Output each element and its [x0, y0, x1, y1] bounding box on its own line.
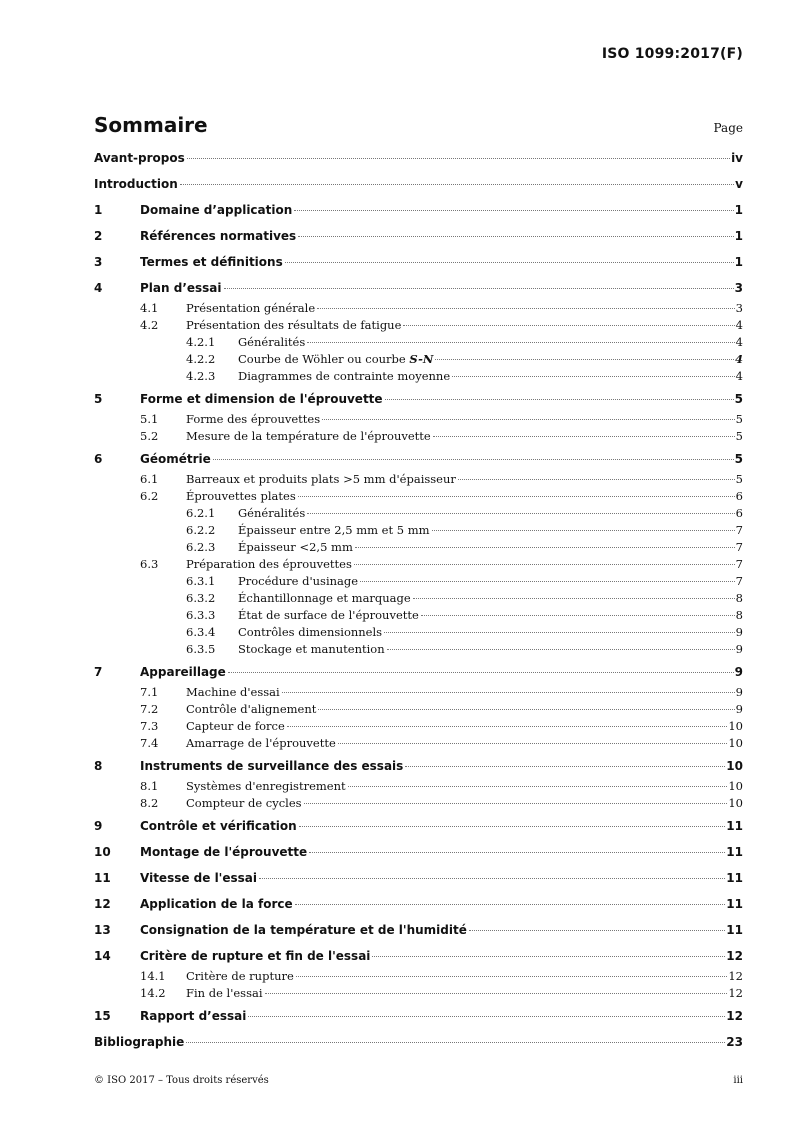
toc-entry[interactable]: [94, 871, 743, 891]
toc-entry[interactable]: [94, 759, 743, 779]
toc-entry[interactable]: [94, 608, 743, 625]
toc-entry-page: 12: [728, 969, 743, 983]
toc-entry-number: 4.2.2: [186, 352, 216, 366]
toc-entry-label: État de surface de l'éprouvette: [238, 608, 419, 622]
toc-entry[interactable]: [94, 685, 743, 702]
toc-entry-label: Appareillage: [140, 665, 226, 679]
toc-dot-leader: [298, 236, 733, 237]
toc-entry-page: 11: [726, 923, 743, 937]
toc-entry-page: 7: [735, 540, 743, 554]
table-of-contents: [94, 151, 743, 1055]
toc-entry[interactable]: [94, 625, 743, 642]
toc-entry-label: Critère de rupture et fin de l'essai: [140, 949, 371, 963]
toc-entry[interactable]: [94, 796, 743, 813]
toc-dot-leader: [384, 632, 735, 633]
toc-entry-page: 4: [735, 318, 743, 332]
toc-entry-number: 6.2: [140, 489, 159, 503]
toc-entry-page: 9: [735, 642, 743, 656]
toc-dot-leader: [452, 376, 735, 377]
toc-dot-leader: [299, 826, 726, 827]
toc-entry-number: 2: [94, 229, 103, 243]
toc-dot-leader: [294, 210, 733, 211]
toc-entry-page: 11: [726, 897, 743, 911]
toc-entry-number: 7: [94, 665, 103, 679]
toc-entry[interactable]: [94, 591, 743, 608]
toc-entry-page: 9: [735, 625, 743, 639]
toc-entry-page: 10: [728, 779, 743, 793]
toc-entry-label: Géométrie: [140, 452, 211, 466]
toc-entry-page: 11: [726, 845, 743, 859]
toc-entry[interactable]: [94, 151, 743, 171]
toc-entry-label: Mesure de la température de l'éprouvette: [186, 429, 431, 443]
toc-entry-number: 8: [94, 759, 103, 773]
toc-dot-leader: [213, 459, 734, 460]
toc-entry-label: Généralités: [238, 506, 306, 520]
toc-dot-leader: [317, 308, 735, 309]
toc-dot-leader: [355, 547, 735, 548]
toc-entry-label: Forme des éprouvettes: [186, 412, 321, 426]
toc-entry-label: Forme et dimension de l'éprouvette: [140, 392, 383, 406]
toc-entry-number: 3: [94, 255, 103, 269]
toc-entry-number: 8.2: [140, 796, 159, 810]
toc-entry[interactable]: [94, 897, 743, 917]
toc-dot-leader: [403, 325, 734, 326]
toc-entry-number: 6.3.5: [186, 642, 216, 656]
toc-dot-leader: [387, 649, 735, 650]
footer-copyright: © ISO 2017 – Tous droits réservés: [94, 1075, 269, 1086]
toc-entry-number: 7.3: [140, 719, 159, 733]
toc-dot-leader: [307, 513, 734, 514]
toc-entry[interactable]: [94, 665, 743, 685]
toc-dot-leader: [307, 342, 734, 343]
document-id: ISO 1099:2017(F): [601, 46, 743, 62]
toc-entry-number: 6.1: [140, 472, 159, 486]
toc-entry-page: 3: [735, 301, 743, 315]
toc-dot-leader: [372, 956, 725, 957]
toc-dot-leader: [285, 262, 734, 263]
toc-entry-number: 5.2: [140, 429, 159, 443]
toc-entry-label: Plan d’essai: [140, 281, 222, 295]
toc-entry-label: Critère de rupture: [186, 969, 294, 983]
toc-entry-number: 6.2.1: [186, 506, 216, 520]
toc-entry-page: iv: [731, 151, 743, 165]
toc-entry-label: Systèmes d'enregistrement: [186, 779, 346, 793]
toc-entry-page: 8: [735, 608, 743, 622]
toc-entry-label: Généralités: [238, 335, 306, 349]
toc-entry-label: Épaisseur <2,5 mm: [238, 540, 353, 554]
toc-dot-leader: [458, 479, 735, 480]
toc-entry-page: 8: [735, 591, 743, 605]
toc-entry-page: v: [735, 177, 743, 191]
toc-entry-number: 14: [94, 949, 111, 963]
toc-entry-number: 11: [94, 871, 111, 885]
toc-entry-label: Courbe de Wöhler ou courbe S-N: [238, 352, 434, 366]
toc-entry-page: 9: [734, 665, 743, 679]
toc-entry-number: 6.3.3: [186, 608, 216, 622]
toc-entry[interactable]: [94, 392, 743, 412]
toc-entry[interactable]: [94, 301, 743, 318]
toc-entry[interactable]: [94, 557, 743, 574]
toc-entry-page: 9: [735, 702, 743, 716]
toc-entry[interactable]: [94, 318, 743, 335]
toc-dot-leader: [432, 530, 735, 531]
toc-dot-leader: [469, 930, 725, 931]
toc-entry-number: 12: [94, 897, 111, 911]
toc-entry[interactable]: [94, 472, 743, 489]
toc-entry-number: 7.2: [140, 702, 159, 716]
toc-entry-number: 7.4: [140, 736, 159, 750]
toc-dot-leader: [228, 672, 734, 673]
toc-entry[interactable]: [94, 574, 743, 591]
toc-entry-number: 6.2.3: [186, 540, 216, 554]
toc-entry[interactable]: [94, 506, 743, 523]
toc-entry-number: 13: [94, 923, 111, 937]
toc-entry-number: 14.2: [140, 986, 166, 1000]
toc-entry-label: Consignation de la température et de l'humidité: [140, 923, 467, 937]
toc-entry[interactable]: [94, 540, 743, 557]
toc-entry[interactable]: [94, 255, 743, 275]
toc-entry-number: 6.3.4: [186, 625, 216, 639]
toc-entry-label: Capteur de force: [186, 719, 285, 733]
toc-entry-page: 12: [726, 1009, 743, 1023]
toc-entry-page: 4: [735, 335, 743, 349]
toc-entry-number: 6.2.2: [186, 523, 216, 537]
toc-entry[interactable]: [94, 523, 743, 540]
toc-entry-label: Rapport d’essai: [140, 1009, 247, 1023]
toc-dot-leader: [421, 615, 735, 616]
footer-page-number: iii: [733, 1075, 743, 1086]
toc-entry[interactable]: [94, 923, 743, 943]
toc-entry-number: 10: [94, 845, 111, 859]
toc-entry-label: Bibliographie: [94, 1035, 185, 1049]
toc-entry[interactable]: [94, 969, 743, 986]
toc-entry-number: 5.1: [140, 412, 159, 426]
toc-entry-number: 1: [94, 203, 103, 217]
toc-entry-number: 6.3: [140, 557, 159, 571]
toc-entry-label: Présentation des résultats de fatigue: [186, 318, 402, 332]
toc-dot-leader: [433, 436, 735, 437]
toc-entry-label: Termes et définitions: [140, 255, 283, 269]
toc-entry-page: 5: [734, 392, 743, 406]
toc-entry[interactable]: [94, 1009, 743, 1029]
toc-entry-number: 4: [94, 281, 103, 295]
toc-dot-leader: [360, 581, 735, 582]
toc-entry[interactable]: [94, 845, 743, 865]
toc-entry-label: Avant-propos: [94, 151, 185, 165]
toc-entry-number: 4.2.3: [186, 369, 216, 383]
toc-entry[interactable]: [94, 281, 743, 301]
toc-entry-label: Échantillonnage et marquage: [238, 591, 411, 605]
toc-entry-label: Instruments de surveillance des essais: [140, 759, 404, 773]
toc-entry-label: Contrôle d'alignement: [186, 702, 317, 716]
toc-entry-page: 12: [726, 949, 743, 963]
toc-dot-leader: [322, 419, 735, 420]
toc-entry-label: Épaisseur entre 2,5 mm et 5 mm: [238, 523, 430, 537]
toc-entry-page: 10: [726, 759, 743, 773]
toc-dot-leader: [180, 184, 734, 185]
toc-entry-page: 1: [734, 229, 743, 243]
toc-entry-page: 7: [735, 557, 743, 571]
toc-entry-number: 4.2: [140, 318, 159, 332]
toc-entry-number: 9: [94, 819, 103, 833]
toc-entry[interactable]: [94, 335, 743, 352]
toc-entry-number: 15: [94, 1009, 111, 1023]
toc-entry[interactable]: [94, 1035, 743, 1055]
toc-title: Sommaire: [94, 113, 208, 137]
toc-entry-label: Amarrage de l'éprouvette: [186, 736, 336, 750]
toc-entry-page: 9: [735, 685, 743, 699]
toc-entry-number: 8.1: [140, 779, 159, 793]
toc-dot-leader: [259, 878, 725, 879]
toc-entry-label: Domaine d’application: [140, 203, 293, 217]
toc-entry[interactable]: [94, 986, 743, 1003]
toc-entry-label: Stockage et manutention: [238, 642, 385, 656]
toc-entry-label: Fin de l'essai: [186, 986, 263, 1000]
toc-dot-leader: [224, 288, 734, 289]
toc-dot-leader: [282, 692, 735, 693]
toc-entry-label: Procédure d'usinage: [238, 574, 359, 588]
toc-entry[interactable]: [94, 489, 743, 506]
toc-entry-label: Diagrammes de contrainte moyenne: [238, 369, 451, 383]
toc-entry-page: 10: [728, 736, 743, 750]
toc-entry-page: 12: [728, 986, 743, 1000]
toc-dot-leader: [186, 1042, 725, 1043]
toc-dot-leader: [338, 743, 728, 744]
toc-dot-leader: [248, 1016, 725, 1017]
toc-entry-page: 6: [735, 506, 743, 520]
toc-entry-label: Compteur de cycles: [186, 796, 302, 810]
toc-entry[interactable]: [94, 177, 743, 197]
toc-entry-page: 10: [728, 719, 743, 733]
toc-dot-leader: [348, 786, 728, 787]
toc-entry[interactable]: [94, 429, 743, 446]
toc-entry-page: 23: [726, 1035, 743, 1049]
toc-page-column-label: Page: [713, 121, 743, 135]
toc-dot-leader: [298, 496, 735, 497]
toc-entry-label: Machine d'essai: [186, 685, 280, 699]
toc-entry[interactable]: [94, 719, 743, 736]
toc-entry[interactable]: [94, 352, 743, 369]
toc-entry-page: 1: [734, 203, 743, 217]
toc-entry[interactable]: [94, 412, 743, 429]
toc-entry-number: 4.1: [140, 301, 159, 315]
toc-entry-label: Contrôles dimensionnels: [238, 625, 383, 639]
toc-entry-page: 7: [735, 523, 743, 537]
toc-dot-leader: [385, 399, 734, 400]
toc-dot-leader: [295, 904, 726, 905]
toc-entry[interactable]: [94, 203, 743, 223]
toc-dot-leader: [405, 766, 725, 767]
toc-dot-leader: [265, 993, 728, 994]
toc-entry-number: 6.3.1: [186, 574, 216, 588]
toc-entry-label: Références normatives: [140, 229, 297, 243]
toc-entry-page: 11: [726, 819, 743, 833]
toc-entry[interactable]: [94, 779, 743, 796]
toc-dot-leader: [435, 359, 734, 360]
toc-entry-label: Vitesse de l'essai: [140, 871, 257, 885]
toc-dot-leader: [287, 726, 728, 727]
toc-entry-label: Introduction: [94, 177, 178, 191]
toc-entry-number: 6: [94, 452, 103, 466]
toc-entry[interactable]: [94, 229, 743, 249]
toc-entry[interactable]: [94, 736, 743, 753]
toc-entry[interactable]: [94, 949, 743, 969]
toc-dot-leader: [304, 803, 728, 804]
toc-entry-page: 5: [734, 452, 743, 466]
toc-entry-number: 7.1: [140, 685, 159, 699]
toc-entry-page: 7: [735, 574, 743, 588]
toc-entry-label: Préparation des éprouvettes: [186, 557, 352, 571]
toc-entry[interactable]: [94, 452, 743, 472]
toc-dot-leader: [354, 564, 735, 565]
toc-entry-page: 5: [735, 472, 743, 486]
toc-entry[interactable]: [94, 819, 743, 839]
toc-entry-page: 5: [735, 429, 743, 443]
toc-entry-label-emphasis: S-N: [409, 352, 434, 366]
toc-entry-page: 1: [734, 255, 743, 269]
toc-entry[interactable]: [94, 642, 743, 659]
toc-entry-page: 5: [735, 412, 743, 426]
toc-entry-number: 14.1: [140, 969, 166, 983]
toc-entry-page: 3: [734, 281, 743, 295]
toc-entry-label: Présentation générale: [186, 301, 316, 315]
toc-entry-page: 4: [734, 352, 743, 366]
toc-entry-number: 4.2.1: [186, 335, 216, 349]
toc-dot-leader: [309, 852, 725, 853]
toc-entry-page: 4: [735, 369, 743, 383]
toc-entry-label: Montage de l'éprouvette: [140, 845, 308, 859]
toc-entry-label: Contrôle et vérification: [140, 819, 297, 833]
toc-entry[interactable]: [94, 369, 743, 386]
toc-entry-number: 6.3.2: [186, 591, 216, 605]
toc-dot-leader: [187, 158, 730, 159]
toc-entry-page: 10: [728, 796, 743, 810]
toc-entry[interactable]: [94, 702, 743, 719]
toc-dot-leader: [296, 976, 728, 977]
toc-entry-label: Application de la force: [140, 897, 293, 911]
toc-entry-number: 5: [94, 392, 103, 406]
toc-entry-label: Éprouvettes plates: [186, 489, 296, 503]
toc-dot-leader: [318, 709, 734, 710]
toc-entry-page: 11: [726, 871, 743, 885]
toc-dot-leader: [413, 598, 735, 599]
toc-entry-page: 6: [735, 489, 743, 503]
toc-entry-label: Barreaux et produits plats >5 mm d'épaisseur: [186, 472, 456, 486]
